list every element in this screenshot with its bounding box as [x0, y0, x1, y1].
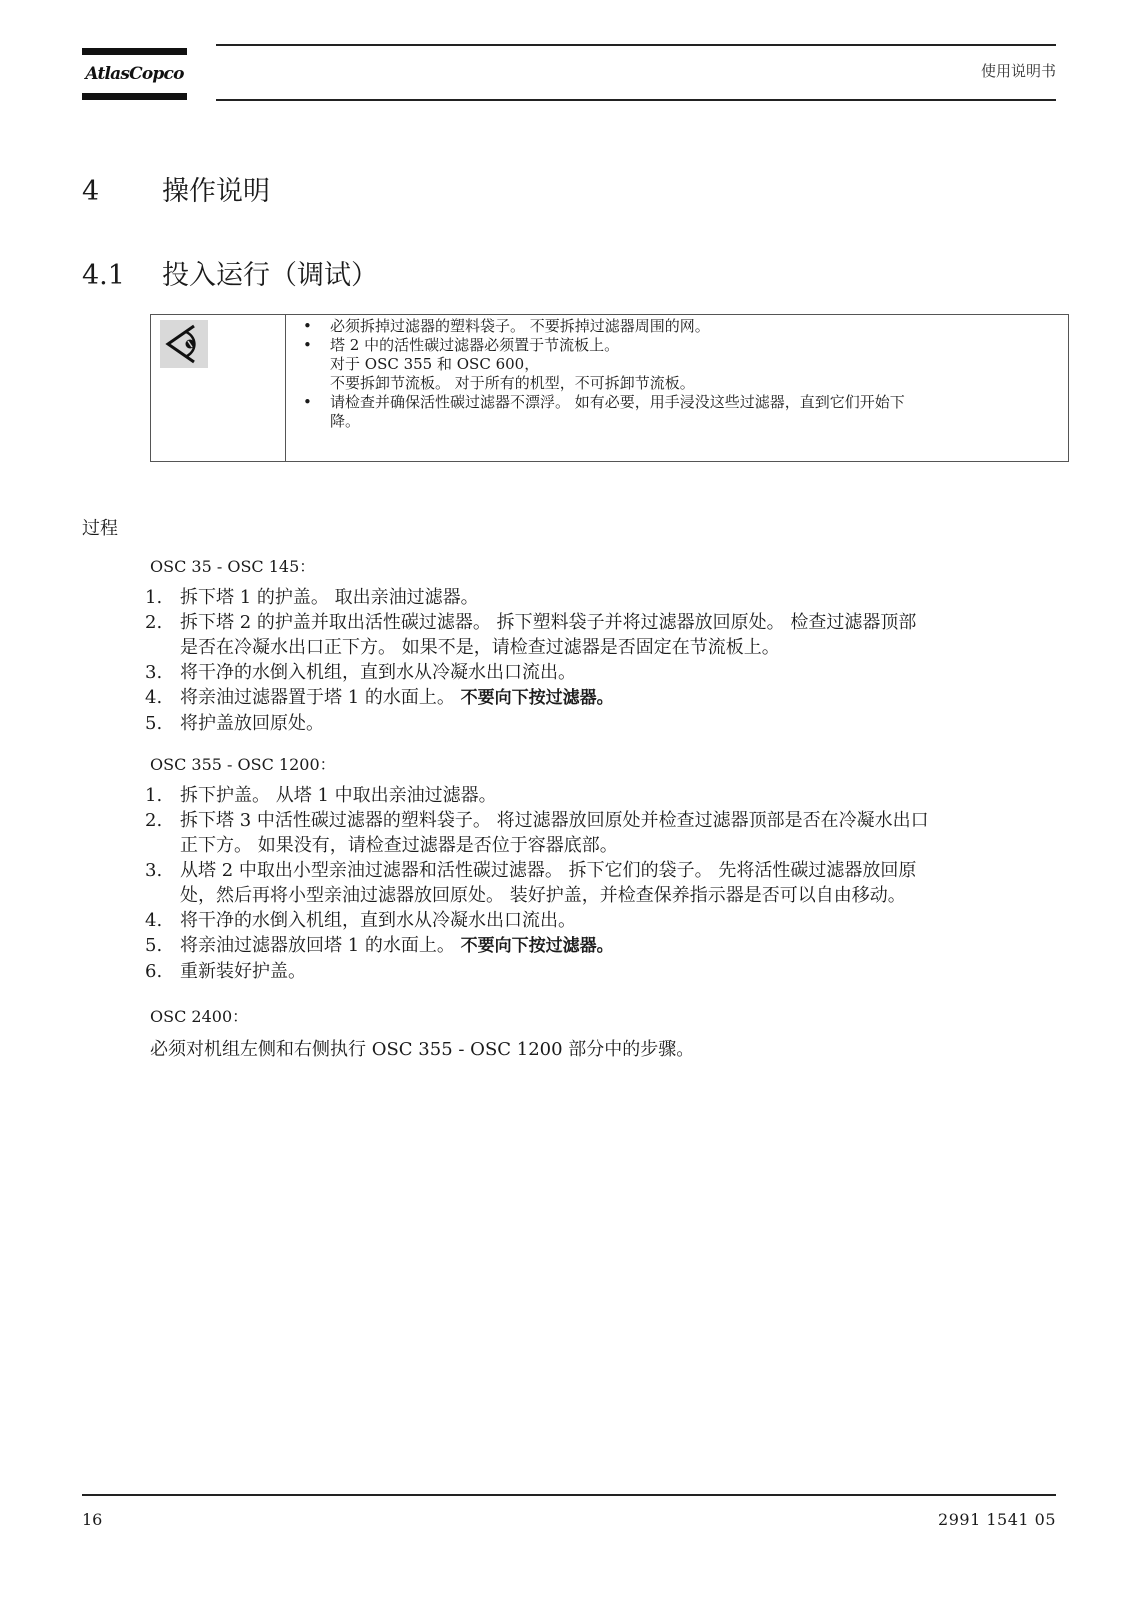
header-rule-bottom: [216, 99, 1056, 101]
list-item: 1. 拆下塔 1 的护盖。 取出亲油过滤器。: [145, 587, 479, 608]
procedure-label: 过程: [82, 518, 118, 539]
page-number: 16: [82, 1510, 103, 1529]
atlas-copco-logo: [82, 48, 187, 100]
group-title: OSC 35 - OSC 145：: [150, 557, 316, 576]
list-item: 4. 将亲油过滤器置于塔 1 的水面上。 不要向下按过滤器。: [145, 687, 614, 708]
list-item: 5. 将护盖放回原处。: [145, 713, 324, 734]
list-item: 4. 将干净的水倒入机组，直到水从冷凝水出口流出。: [145, 910, 576, 931]
note-item: • 必须拆掉过滤器的塑料袋子。 不要拆掉过滤器周围的网。: [291, 317, 1061, 336]
list-item: 3. 从塔 2 中取出小型亲油过滤器和活性碳过滤器。 拆下它们的袋子。 先将活性碳过滤器放回原 处，然后再将小型亲油过滤器放回原处。 装好护盖，并检查保养指示器是否可以自由移动。: [145, 860, 917, 906]
group-paragraph: 必须对机组左侧和右侧执行 OSC 355 - OSC 1200 部分中的步骤。: [150, 1039, 695, 1060]
list-item: 5. 将亲油过滤器放回塔 1 的水面上。 不要向下按过滤器。: [145, 935, 614, 956]
group-title: OSC 2400：: [150, 1007, 249, 1026]
eye-warning-icon: [160, 320, 208, 368]
list-item: 6. 重新装好护盖。: [145, 961, 306, 982]
footer-rule: [82, 1494, 1056, 1496]
list-item: 2. 拆下塔 2 的护盖并取出活性碳过滤器。 拆下塑料袋子并将过滤器放回原处。 检查过滤器顶部 是否在冷凝水出口正下方。 如果不是，请检查过滤器是否固定在节流板上。: [145, 612, 917, 658]
list-item: 3. 将干净的水倒入机组，直到水从冷凝水出口流出。: [145, 662, 576, 683]
note-line: 请检查并确保活性碳过滤器不漂浮。 如有必要，用手浸没这些过滤器，直到它们开始下: [330, 393, 905, 411]
logo-bar-bottom: [82, 93, 187, 100]
note-line: 对于 OSC 355 和 OSC 600，: [330, 355, 540, 373]
warning-text: 不要向下按过滤器。: [460, 688, 614, 708]
list-item: 2. 拆下塔 3 中活性碳过滤器的塑料袋子。 将过滤器放回原处并检查过滤器顶部是否在冷凝水出口 正下方。 如果没有，请检查过滤器是否位于容器底部。: [145, 810, 929, 856]
step-list: [145, 783, 1065, 984]
note-box: [150, 314, 1069, 462]
note-item: • 请检查并确保活性碳过滤器不漂浮。 如有必要，用手浸没这些过滤器，直到它们开始下 降。: [291, 393, 1061, 431]
document-type: 使用说明书: [980, 62, 1056, 80]
note-divider: [285, 315, 286, 461]
logo-bar-top: [82, 48, 187, 55]
list-item: 1. 拆下护盖。 从塔 1 中取出亲油过滤器。: [145, 785, 497, 806]
note-line: 降。: [330, 412, 361, 430]
warning-text: 不要向下按过滤器。: [460, 936, 614, 956]
section-title: 操作说明: [162, 176, 270, 207]
logo-wordmark: AtlasCopco: [85, 64, 184, 84]
section-number: 4: [82, 176, 100, 207]
note-list: [291, 317, 1061, 431]
header-rule-top: [216, 44, 1056, 46]
note-line: 不要拆卸节流板。 对于所有的机型，不可拆卸节流板。: [330, 374, 695, 392]
document-number: 2991 1541 05: [938, 1510, 1056, 1529]
subsection-title: 投入运行（调试）: [162, 260, 378, 291]
group-title: OSC 355 - OSC 1200：: [150, 755, 336, 774]
step-list: [145, 585, 1065, 736]
note-item: • 塔 2 中的活性碳过滤器必须置于节流板上。 对于 OSC 355 和 OSC 600， 不要拆卸节流板。 对于所有的机型，不可拆卸节流板。: [291, 336, 1061, 393]
subsection-number: 4.1: [82, 260, 125, 291]
note-line: 必须拆掉过滤器的塑料袋子。 不要拆掉过滤器周围的网。: [330, 317, 710, 335]
note-line: 塔 2 中的活性碳过滤器必须置于节流板上。: [330, 336, 620, 354]
